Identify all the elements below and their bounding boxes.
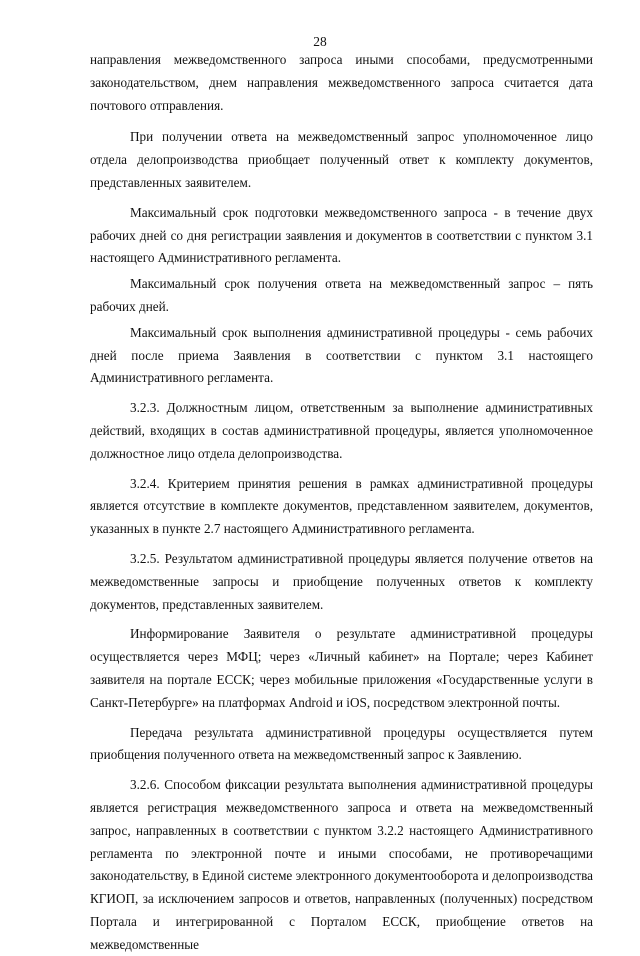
page-number: 28 [313,34,327,49]
paragraph-3-2-3: 3.2.3. Должностным лицом, ответственным за выполнение административных действий, входящих в состав административной процедуры, является уполномоченное должностное лицо отдела делопроизводства. [90,400,593,461]
paragraph-3-2-5: 3.2.5. Результатом административной процедуры является получение ответов на межведомственные запросы и приобщение полученных ответов к комплекту документов, представленных заявителем. [90,550,593,612]
paragraph-notification: Информирование Заявителя о результате административной процедуры осуществляется через МФЦ; через «Личный кабинет» на Портале; через Кабинет заявителя на портале ЕССК; через мобильные приложения «Государственные услуги в Санкт-Петербурге» на платформах Android и iOS, посредством электронной почты. [90,626,593,710]
paragraph-response-attachment: При получении ответа на межведомственный запрос уполномоченное лицо отдела делопроизводства приобщает полученный ответ к комплекту документов, представленных заявителем. [90,129,593,190]
paragraph-3-2-6: 3.2.6. Способом фиксации результата выполнения административной процедуры является регистрация межведомственного запроса и ответа на межведомственный запрос, направленных в соответствии с пунктом 3.2.2 настоящего Административного регламента по электронной почте и иными способами, не противоречащими законодательству, в Единой системе электронного документооборота и делопроизводства КГИОП, за исключением запросов и ответов, направленных (полученных) посредством Портала и интегрированной с Порталом ЕССК, приобщение ответов на межведомственные [90,777,594,952]
paragraph-continuation: направления межведомственного запроса иными способами, предусмотренными законодательством, днем направления межведомственного запроса считается дата почтового отправления. [90,52,593,113]
paragraph-result-transfer: Передача результата административной процедуры осуществляется путем приобщения полученного ответа на межведомственный запрос к Заявлению. [90,724,593,763]
paragraph-procedure-deadline: Максимальный срок выполнения административной процедуры - семь рабочих дней после приема Заявления в соответствии с пунктом 3.1 настоящего Административного регламента. [90,324,593,386]
document-body [90,49,593,956]
paragraph-response-deadline: Максимальный срок получения ответа на межведомственный запрос – пять рабочих дней. [90,276,593,314]
paragraph-request-preparation-deadline: Максимальный срок подготовки межведомственного запроса - в течение двух рабочих дней со дня регистрации заявления и документов в соответствии с пунктом 3.1 настоящего Административного регламента. [90,204,593,266]
paragraph-3-2-4: 3.2.4. Критерием принятия решения в рамках административной процедуры является отсутствие в комплекте документов, представленном заявителем, документов, указанных в пункте 2.7 настоящего Административного регламента. [90,475,593,537]
